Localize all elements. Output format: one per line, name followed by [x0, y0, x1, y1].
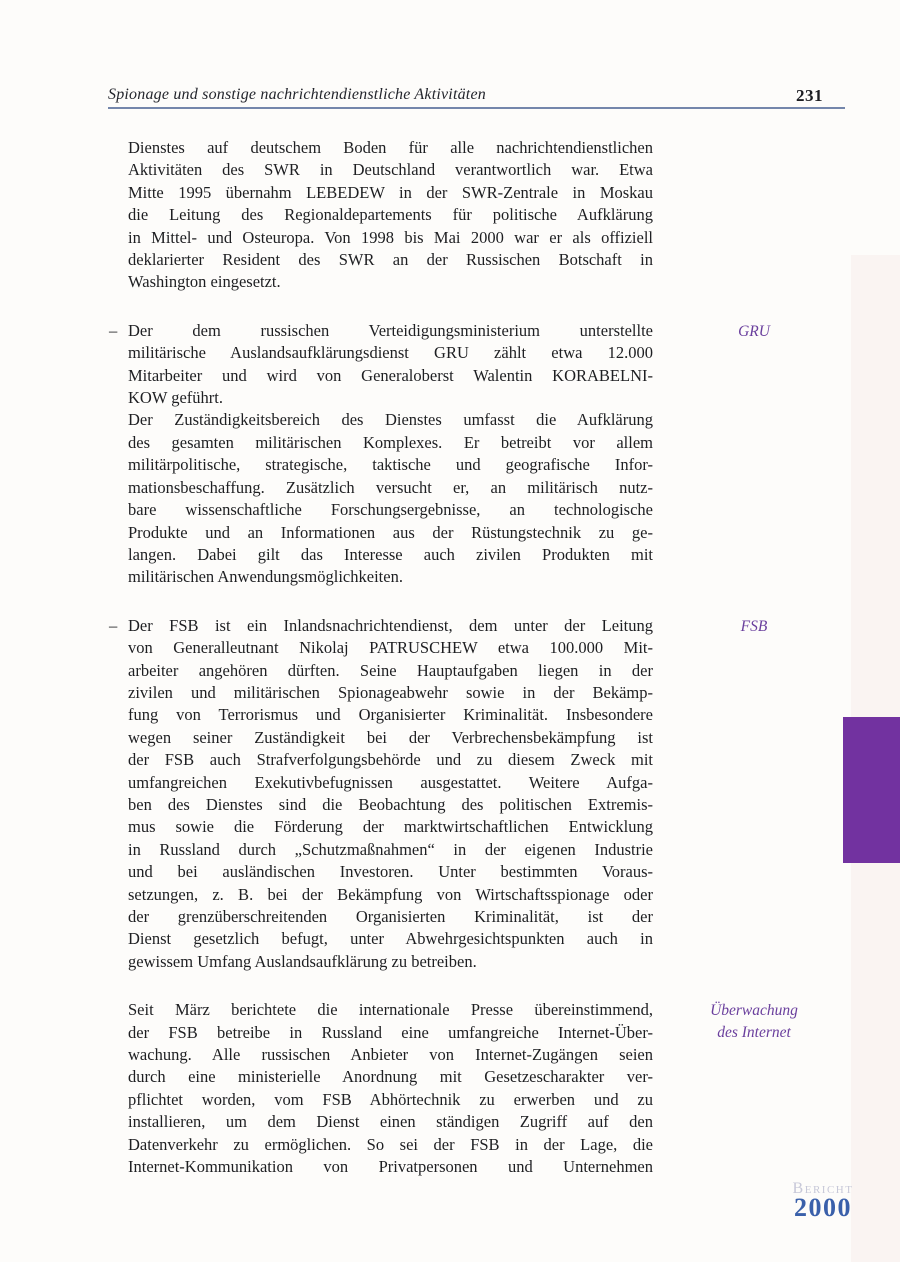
- text-line: Mitte 1995 übernahm LEBEDEW in der SWR-Zentrale in Moskau: [128, 182, 653, 202]
- text-line: Der Zuständigkeitsbereich des Dienstes umfasst die Aufklärung: [128, 410, 653, 430]
- body-text-column: [109, 137, 798, 1178]
- text-line: der FSB betreibe in Russland eine umfangreiche Internet-Über-: [128, 1022, 653, 1042]
- text-line: Internet-Kommunikation von Privatpersonen und Unternehmen: [128, 1157, 653, 1177]
- text-line: in Mittel- und Osteuropa. Von 1998 bis Mai 2000 war er als offiziell: [128, 227, 653, 247]
- report-logo: [782, 1182, 864, 1220]
- text-line: Der dem russischen Verteidigungsministerium unterstellte: [128, 320, 653, 340]
- margin-note-line: des Internet: [717, 1024, 791, 1042]
- text-line: der FSB auch Strafverfolgungsbehörde und zu diesem Zweck mit: [128, 750, 653, 770]
- text-line: der grenzüberschreitenden Organisierten Kriminalität, ist der: [128, 907, 653, 926]
- text-line: Mitarbeiter und wird von Generaloberst Walentin KORABELNI-: [128, 365, 653, 385]
- text-line: Washington eingesetzt.: [128, 272, 281, 292]
- text-line: wegen seiner Zuständigkeit bei der Verbrechensbekämpfung ist: [128, 727, 653, 747]
- margin-note-line: FSB: [740, 617, 768, 635]
- chapter-thumb-tab: [843, 717, 900, 863]
- list-item-block: [109, 320, 770, 589]
- logo-bericht-text: Bericht: [792, 1180, 854, 1197]
- text-line: Seit März berichtete die internationale Presse übereinstimmend,: [128, 1000, 653, 1020]
- text-line: langen. Dabei gilt das Interesse auch zivilen Produkten mit: [128, 544, 653, 564]
- text-line: Dienstes auf deutschem Boden für alle nachrichtendienstlichen: [128, 138, 653, 157]
- text-line: deklarierter Resident des SWR an der Russischen Botschaft in: [128, 250, 653, 270]
- text-line: gewissem Umfang Auslandsaufklärung zu betreiben.: [128, 951, 477, 971]
- text-line: mus sowie die Förderung der marktwirtschaftlichen Entwicklung: [128, 817, 653, 837]
- text-line: pflichtet worden, vom FSB Abhörtechnik zu erwerben und zu: [128, 1089, 653, 1109]
- page-header: [108, 86, 845, 106]
- running-header-title: Spionage und sonstige nachrichtendienstliche Aktivitäten: [108, 86, 486, 103]
- text-line: des gesamten militärischen Komplexes. Er betreibt vor allem: [128, 432, 653, 452]
- text-line: installieren, um dem Dienst einen ständigen Zugriff auf den: [128, 1112, 653, 1132]
- margin-note: [690, 321, 818, 343]
- text-line: von Generalleutnant Nikolaj PATRUSCHEW etwa 100.000 Mit-: [128, 638, 653, 658]
- text-line: Dienst gesetzlich befugt, unter Abwehrgesichtspunkten auch in: [128, 929, 653, 949]
- text-line: durch eine ministerielle Anordnung mit Gesetzescharakter ver-: [128, 1067, 653, 1087]
- margin-note-line: GRU: [738, 322, 770, 340]
- text-line: bare wissenschaftliche Forschungsergebnisse, an technologische: [128, 500, 653, 520]
- text-line: in Russland durch „Schutzmaßnahmen“ in der eigenen Industrie: [128, 839, 653, 859]
- margin-note: [690, 616, 818, 638]
- text-line: fung von Terrorismus und Organisierter Kriminalität. Insbesondere: [128, 705, 653, 725]
- text-line: Datenverkehr zu ermöglichen. So sei der FSB in der Lage, die: [128, 1134, 653, 1154]
- text-line: Produkte und an Informationen aus der Rüstungstechnik zu ge-: [128, 522, 653, 542]
- header-rule: [108, 107, 845, 109]
- text-line: Aktivitäten des SWR in Deutschland verantwortlich war. Etwa: [128, 160, 653, 180]
- page-number: 231: [796, 86, 823, 105]
- margin-note: [690, 1000, 818, 1044]
- text-line: Der FSB ist ein Inlandsnachrichtendienst, dem unter der Leitung: [128, 615, 653, 635]
- text-line: und bei ausländischen Investoren. Unter bestimmten Voraus-: [128, 862, 653, 882]
- text-line: wachung. Alle russischen Anbieter von Internet-Zugängen seien: [128, 1045, 653, 1065]
- text-line: setzungen, z. B. bei der Bekämpfung von Wirtschaftsspionage oder: [128, 884, 653, 904]
- text-line: umfangreichen Exekutivbefugnissen ausgestattet. Weitere Aufga-: [128, 772, 653, 792]
- list-dash: –: [109, 320, 118, 340]
- text-line: ben des Dienstes sind die Beobachtung des politischen Extremis-: [128, 794, 653, 814]
- text-line: die Leitung des Regionaldepartements für politische Aufklärung: [128, 205, 653, 225]
- paragraph-block: [128, 137, 653, 294]
- text-line: militärpolitische, strategische, taktische und geografische Infor-: [128, 455, 653, 475]
- text-line: zivilen und militärischen Spionageabwehr sowie in der Bekämp-: [128, 682, 653, 702]
- text-line: militärische Auslandsaufklärungsdienst GRU zählt etwa 12.000: [128, 343, 653, 363]
- list-item-block: [109, 615, 768, 974]
- logo-year-text: 2000: [794, 1193, 852, 1222]
- paragraph-block: [128, 999, 798, 1178]
- text-line: militärischen Anwendungsmöglichkeiten.: [128, 567, 403, 587]
- text-line: arbeiter angehören dürften. Seine Hauptaufgaben liegen in der: [128, 660, 653, 680]
- text-line: KOW geführt.: [128, 388, 224, 408]
- margin-note-line: Überwachung: [710, 1002, 798, 1020]
- list-dash: –: [109, 615, 118, 635]
- text-line: mationsbeschaffung. Zusätzlich versucht er, an militärisch nutz-: [128, 477, 653, 497]
